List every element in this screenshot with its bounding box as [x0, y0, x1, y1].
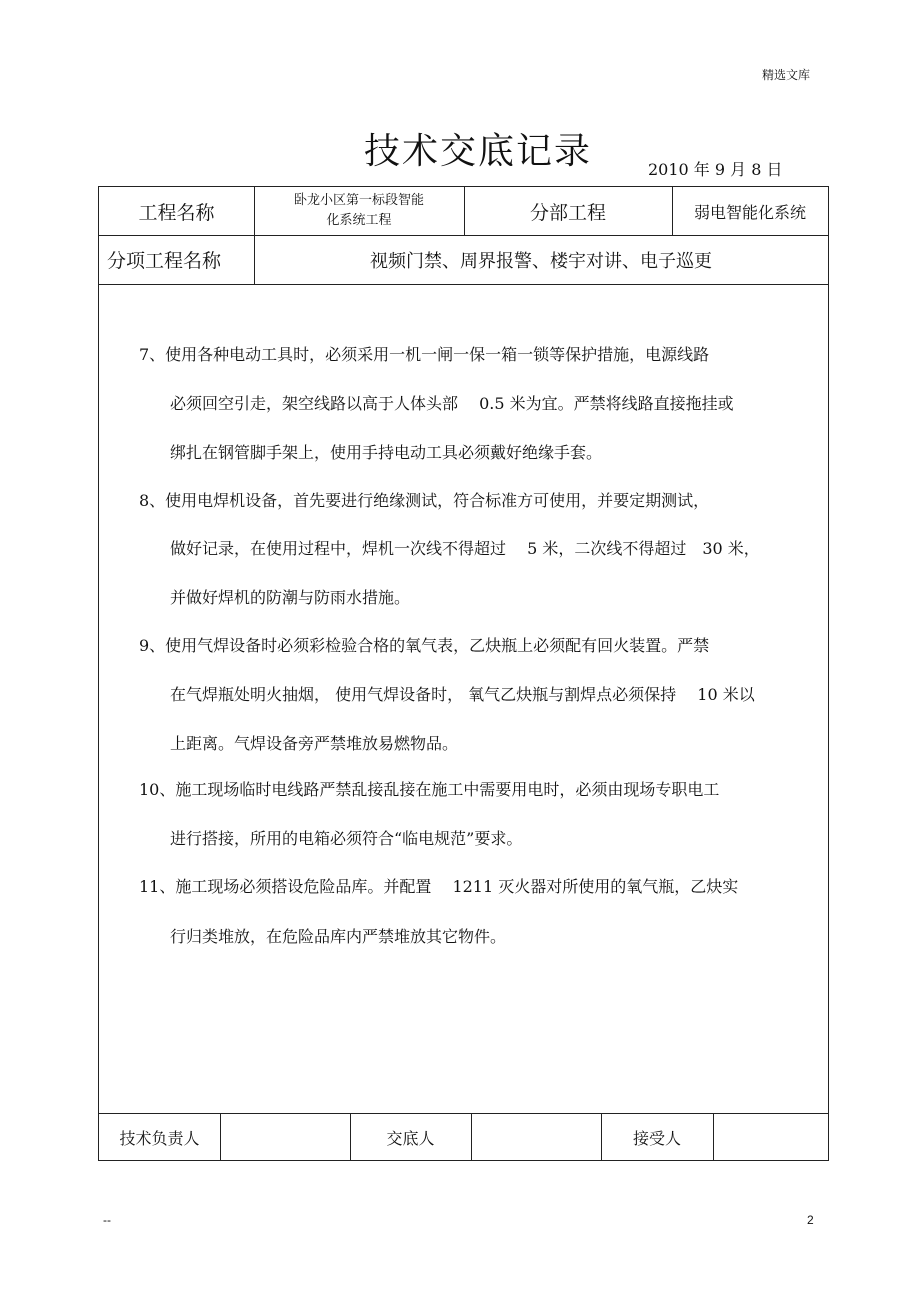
division-label: 分部工程 [529, 201, 606, 224]
content-line: 8、使用电焊机设备，首先要进行绝缘测试，符合标准方可使用，并要定期测试， [139, 491, 710, 510]
receiver-label: 接受人 [632, 1128, 681, 1148]
content-line: 上距离。气焊设备旁严禁堆放易燃物品。 [170, 734, 459, 753]
content-line: 在气焊瓶处明火抽烟， 使用气焊设备时， 氧气乙炔瓶与割焊点必须保持 10 米以 [170, 685, 755, 704]
content-line: 绑扎在钢管脚手架上，使用手持电动工具必须戴好绝缘手套。 [170, 443, 603, 462]
document-date: 2010 年 9 月 8 日 [648, 160, 783, 179]
tech-lead-signature [220, 1113, 350, 1161]
discloser-label: 交底人 [386, 1128, 435, 1148]
project-name-value [254, 187, 464, 235]
content-line: 10、施工现场临时电线路严禁乱接乱接在施工中需要用电时，必须由现场专职电工 [139, 780, 720, 799]
content-line: 并做好焊机的防潮与防雨水措施。 [170, 588, 411, 607]
project-name-value-line1: 卧龙小区第一标段智能 [293, 193, 424, 208]
content-line: 7、使用各种电动工具时，必须采用一机一闸一保一箱一锁等保护措施，电源线路 [139, 345, 710, 364]
disclosure-table [98, 186, 829, 1161]
footer-left-mark: -- [103, 1213, 111, 1227]
header-note: 精选文库 [762, 68, 811, 82]
content-line: 11、施工现场必须搭设危险品库。并配置 1211 灭火器对所使用的氧气瓶，乙炔实 [139, 877, 739, 896]
subitem-value: 视频门禁、周界报警、楼宇对讲、电子巡更 [370, 250, 712, 272]
subitem-label: 分项工程名称 [107, 250, 222, 272]
project-name-value-line2: 化系统工程 [326, 213, 392, 228]
content-line: 进行搭接，所用的电箱必须符合“临电规范”要求。 [170, 829, 523, 848]
division-value: 弱电智能化系统 [693, 202, 806, 222]
row-divider [99, 284, 828, 285]
receiver-signature [713, 1113, 828, 1161]
content-line: 行归类堆放，在危险品库内严禁堆放其它物件。 [170, 927, 507, 946]
content-line: 必须回空引走，架空线路以高于人体头部 0.5 米为宜。严禁将线路直接拖挂或 [170, 394, 734, 413]
tech-lead-label: 技术负责人 [119, 1128, 200, 1148]
project-name-label: 工程名称 [138, 201, 215, 224]
discloser-signature [471, 1113, 601, 1161]
document-title: 技术交底记录 [364, 131, 593, 172]
page-number: 2 [807, 1213, 814, 1227]
content-line: 做好记录，在使用过程中，焊机一次线不得超过 5 米，二次线不得超过 30 米， [170, 539, 760, 558]
content-line: 9、使用气焊设备时必须彩检验合格的氧气表，乙炔瓶上必须配有回火装置。严禁 [139, 636, 710, 655]
